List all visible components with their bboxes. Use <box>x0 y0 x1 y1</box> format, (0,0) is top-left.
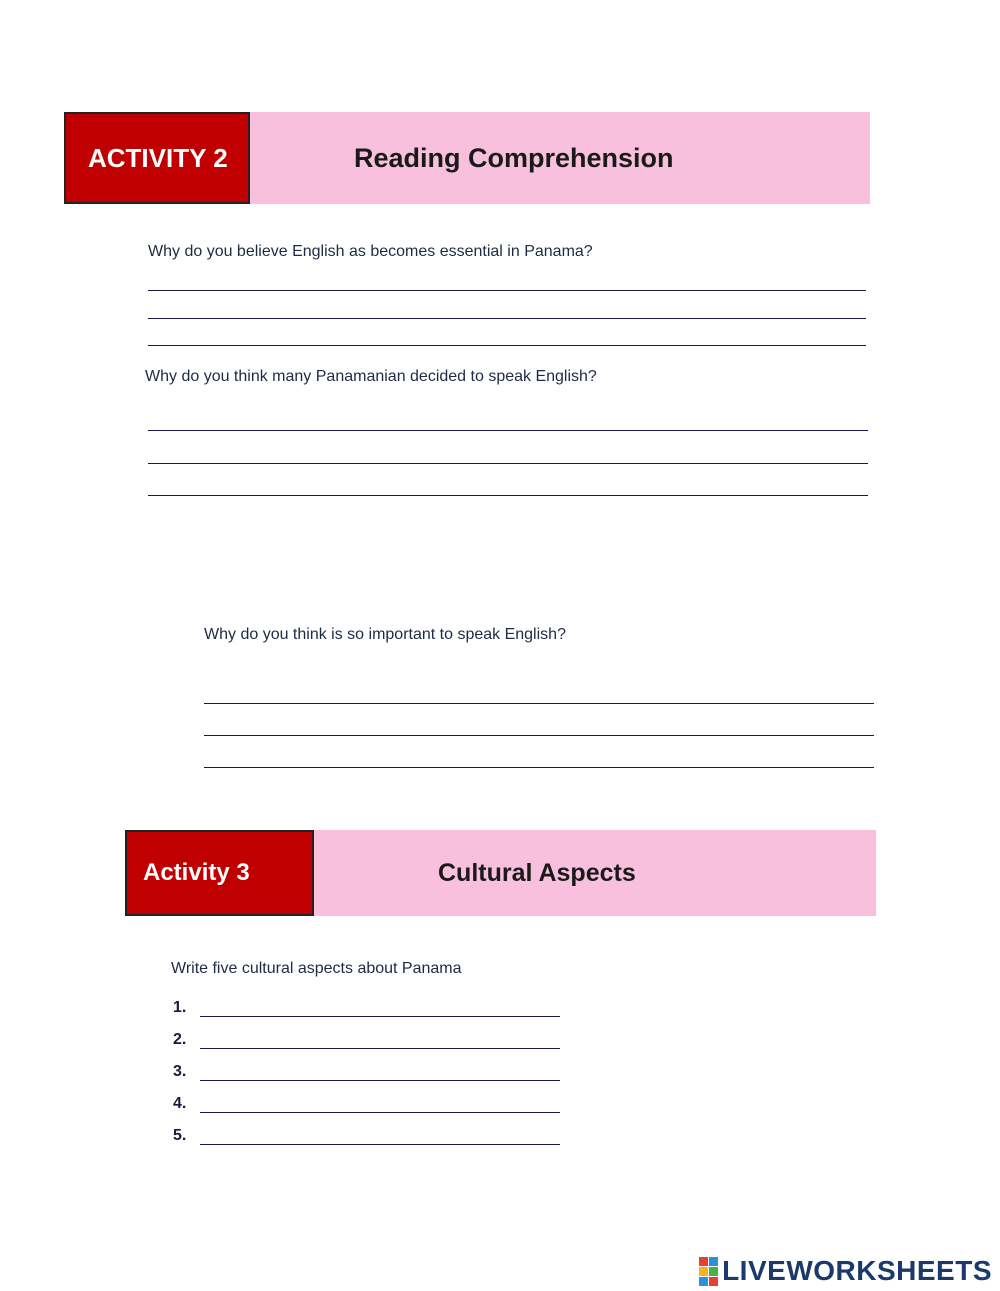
answer-line-3b[interactable] <box>204 735 874 736</box>
item-number-1: 1. <box>173 999 187 1016</box>
item-number-4: 4. <box>173 1095 187 1112</box>
item-line-2[interactable] <box>200 1048 560 1049</box>
item-line-5[interactable] <box>200 1144 560 1145</box>
answer-line-2a[interactable] <box>148 430 868 431</box>
logo-text: LIVEWORKSHEETS <box>722 1255 992 1286</box>
activity-2-header <box>64 112 870 204</box>
item-line-3[interactable] <box>200 1080 560 1081</box>
item-number-5: 5. <box>173 1127 187 1144</box>
answer-line-1c[interactable] <box>148 345 866 346</box>
question-3: Why do you think is so important to speak English? <box>204 626 566 643</box>
activity-2-title-band <box>250 112 870 204</box>
activity-3-tag-label: Activity 3 <box>143 859 250 886</box>
answer-line-2b[interactable] <box>148 463 868 464</box>
question-1: Why do you believe English as becomes essential in Panama? <box>148 243 593 260</box>
answer-line-2c[interactable] <box>148 495 868 496</box>
activity-2-tag <box>64 112 250 204</box>
item-line-1[interactable] <box>200 1016 560 1017</box>
activity-2-title: Reading Comprehension <box>354 142 674 173</box>
answer-line-1a[interactable] <box>148 290 866 291</box>
question-2: Why do you think many Panamanian decided to speak English? <box>145 368 597 385</box>
activity-2-tag-label: ACTIVITY 2 <box>88 142 228 173</box>
liveworksheets-logo <box>699 1255 992 1287</box>
logo-blocks-icon <box>699 1257 718 1286</box>
item-number-3: 3. <box>173 1063 187 1080</box>
activity-3-header <box>125 830 876 916</box>
item-line-4[interactable] <box>200 1112 560 1113</box>
activity-3-title: Cultural Aspects <box>438 858 636 887</box>
activity-3-title-band <box>314 830 876 916</box>
activity-3-tag <box>125 830 314 916</box>
answer-line-1b[interactable] <box>148 318 866 319</box>
item-number-2: 2. <box>173 1031 187 1048</box>
answer-line-3a[interactable] <box>204 703 874 704</box>
activity-3-instruction: Write five cultural aspects about Panama <box>171 960 462 977</box>
answer-line-3c[interactable] <box>204 767 874 768</box>
